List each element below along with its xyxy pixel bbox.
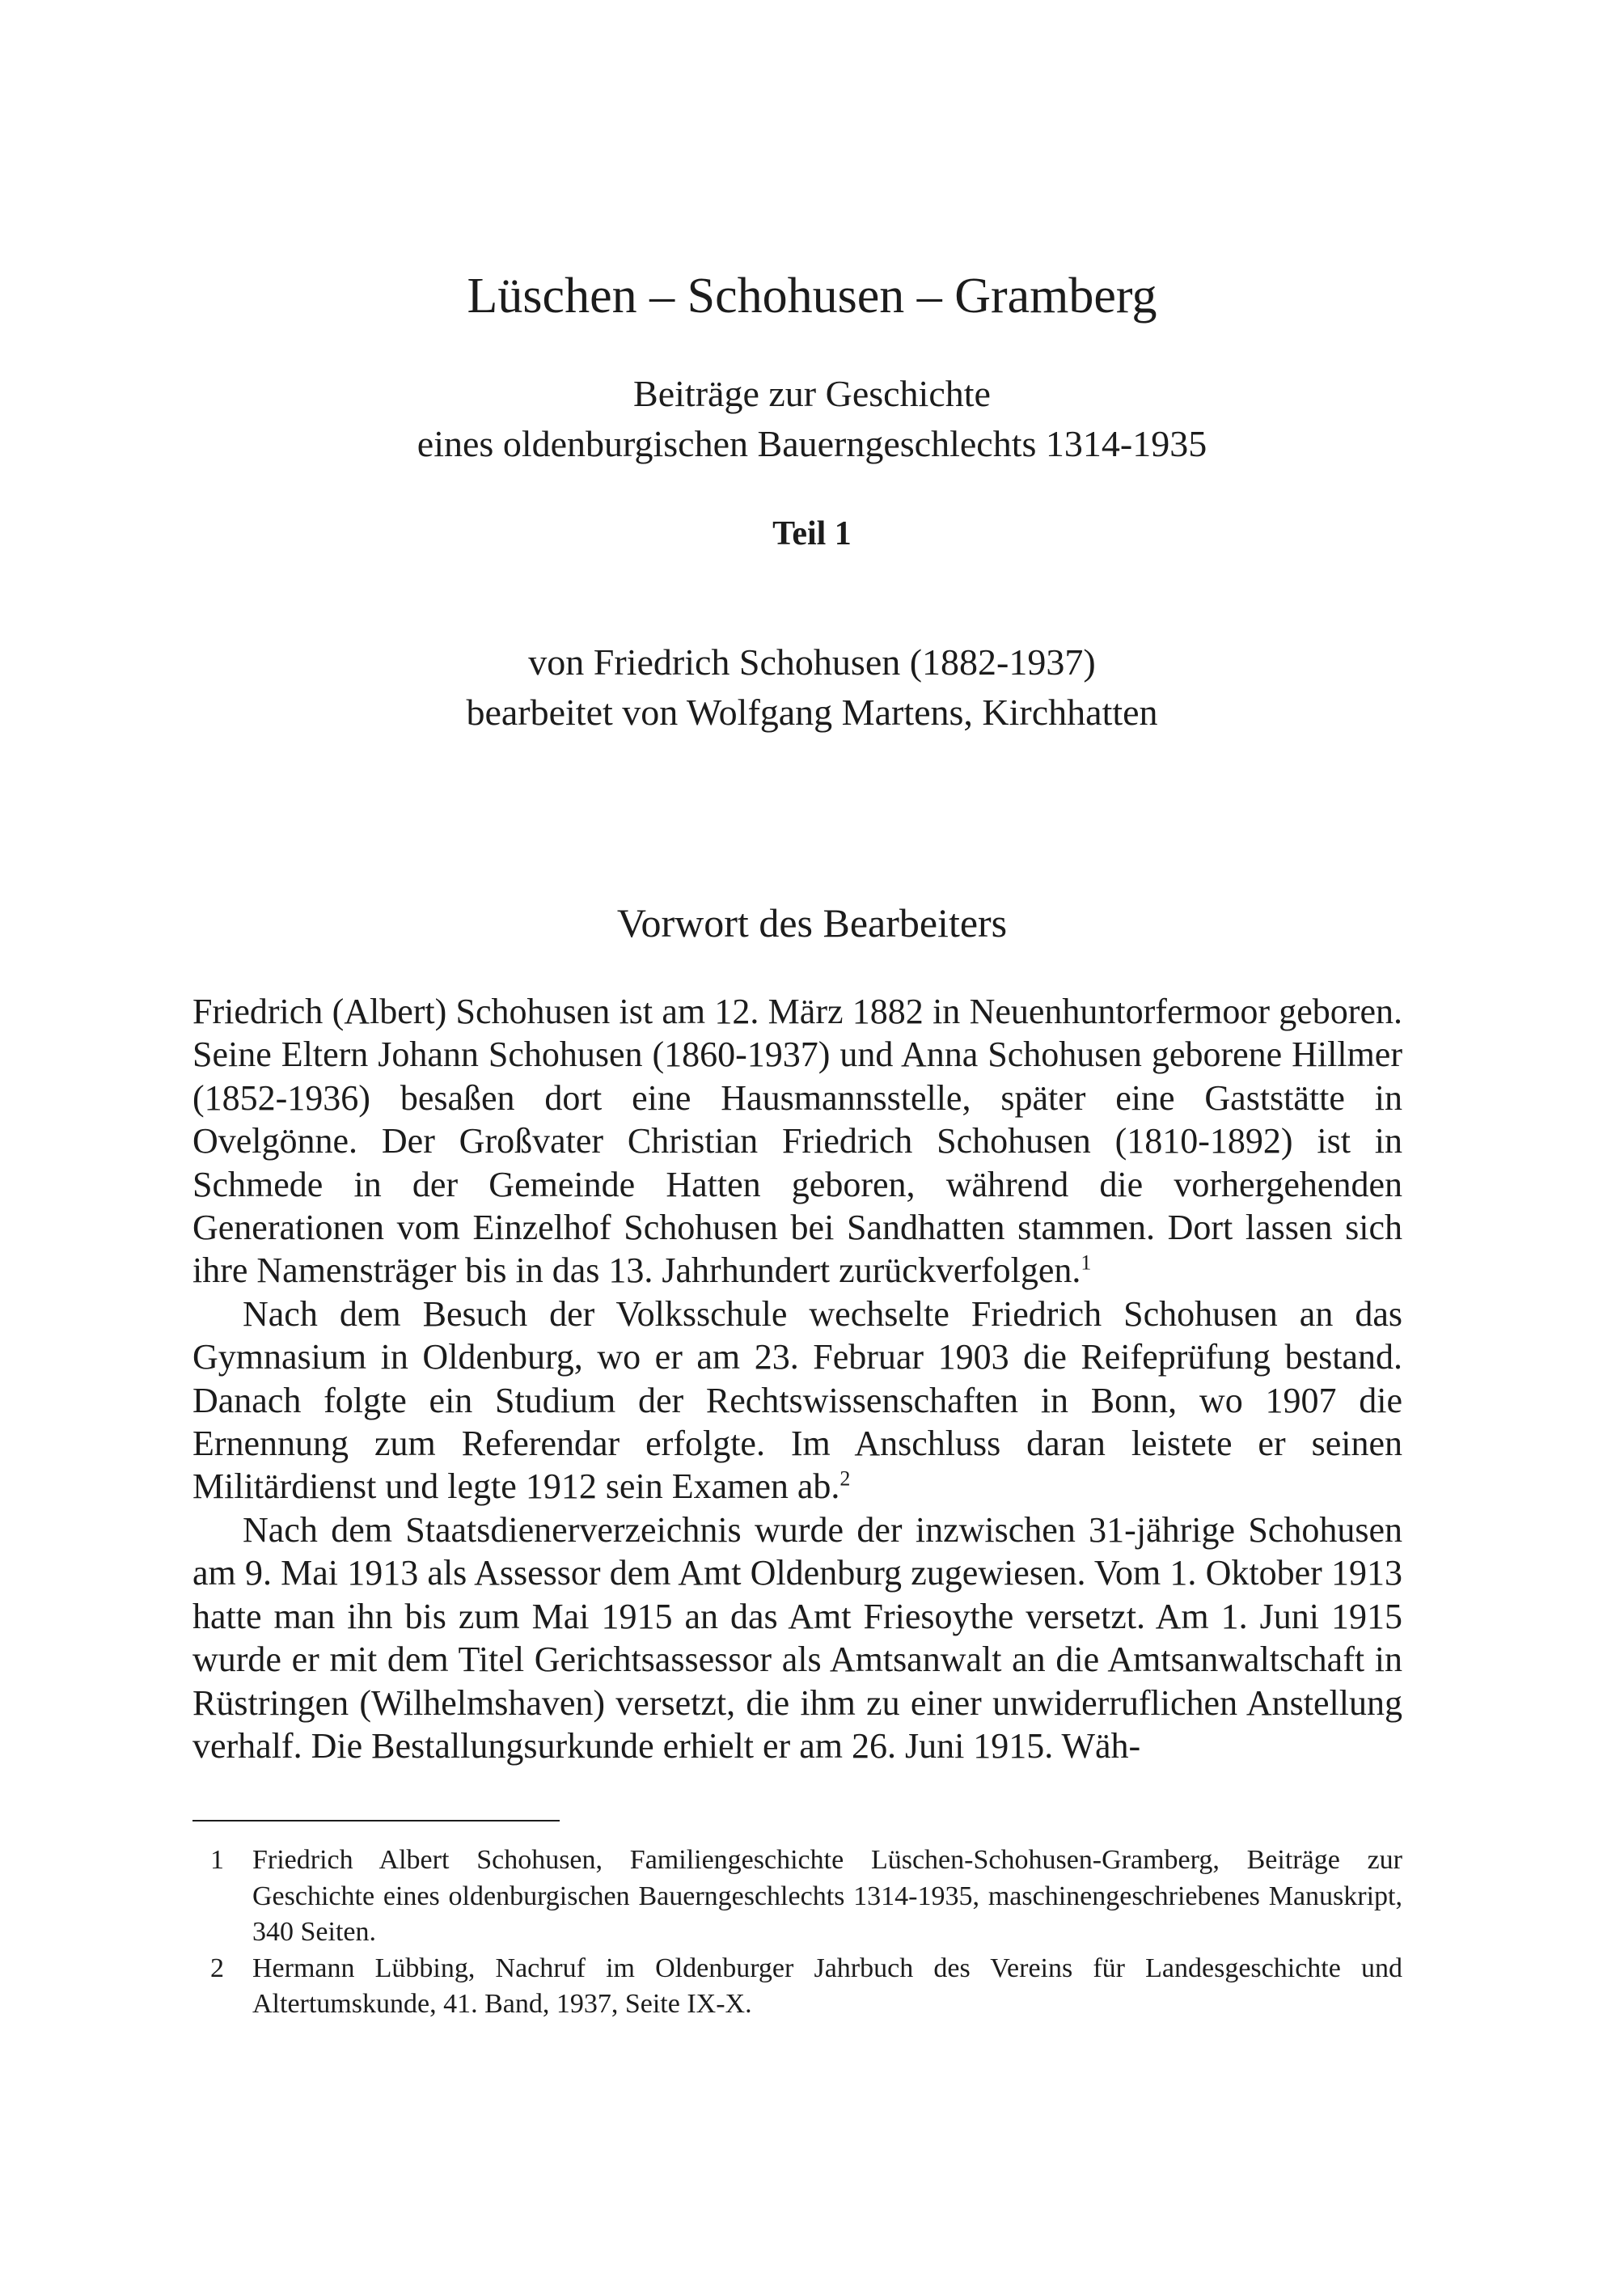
- paragraph-2: [192, 1293, 1402, 1508]
- footnote-ref-1: 1: [1081, 1250, 1092, 1275]
- document-title: Lüschen – Schohusen – Gramberg: [467, 269, 1157, 324]
- footnote-separator: [192, 1820, 560, 1821]
- footnote-number: 2: [210, 1953, 224, 1983]
- footnote-1: [210, 1843, 1402, 1951]
- author-byline: [0, 637, 1624, 738]
- editor-line: bearbeitet von Wolfgang Martens, Kirchhatten: [466, 692, 1158, 733]
- part-label: Teil 1: [772, 515, 852, 552]
- author-line: von Friedrich Schohusen (1882-1937): [528, 641, 1096, 683]
- footnote-ref-2: 2: [839, 1466, 851, 1491]
- footnote-text: Hermann Lübbing, Nachruf im Oldenburger Jahrbuch des Vereins für Landesgeschichte und Altertumskunde, 41. Band, 1937, Seite IX-X.: [252, 1953, 1402, 2019]
- paragraph-1: [192, 990, 1402, 1293]
- paragraph-3-text: Nach dem Staatsdienerverzeichnis wurde der inzwischen 31-jährige Schohusen am 9. Mai 1913 als Assessor dem Amt Oldenburg zugewiesen. Vom 1. Oktober 1913 hatte man ihn bis zum Mai 1915 an das Amt Friesoythe versetzt. Am 1. Juni 1915 wurde er mit dem Titel Gerichtsassessor als Amtsanwalt an die Amtsanwaltschaft in Rüstringen (Wilhelmshaven) versetzt, die ihm zu einer unwiderruflichen Anstellung verhalf. Die Bestallungsurkunde erhielt er am 26. Juni 1915. Wäh-: [192, 1509, 1402, 1766]
- section-heading: Vorwort des Bearbeiters: [616, 900, 1008, 946]
- body-text: [192, 990, 1402, 1767]
- paragraph-2-text: Nach dem Besuch der Volksschule wechselte Friedrich Schohusen an das Gymnasium in Oldenburg, wo er am 23. Februar 1903 die Reifeprüfung bestand. Danach folgte ein Studium der Rechtswissenschaften in Bonn, wo 1907 die Ernennung zum Referendar erfolgte. Im Anschluss daran leistete er seinen Militärdienst und legte 1912 sein Examen ab.: [192, 1293, 1402, 1507]
- document-subtitle: [0, 369, 1624, 469]
- subtitle-line-2: eines oldenburgischen Bauerngeschlechts 1314-1935: [417, 423, 1207, 464]
- paragraph-1-text: Friedrich (Albert) Schohusen ist am 12. März 1882 in Neuenhuntorfermoor geboren. Seine Eltern Johann Schohusen (1860-1937) und Anna Schohusen geborene Hillmer (1852-1936) besaßen dort eine Hausmannsstelle, später eine Gaststätte in Ovelgönne. Der Großvater Christian Friedrich Schohusen (1810-1892) ist in Schmede in der Gemeinde Hatten geboren, während die vorhergehenden Generationen vom Einzelhof Schohusen bei Sandhatten stammen. Dort lassen sich ihre Namensträger bis in das 13. Jahrhundert zurückverfolgen.: [192, 992, 1402, 1291]
- subtitle-line-1: Beiträge zur Geschichte: [633, 373, 991, 414]
- footnote-text: Friedrich Albert Schohusen, Familiengeschichte Lüschen-Schohusen-Gramberg, Beiträge zur Geschichte eines oldenburgischen Bauerngeschlechts 1314-1935, maschinengeschriebenes Manuskript, 340 Seiten.: [252, 1845, 1402, 1947]
- footnotes: [210, 1843, 1402, 2023]
- footnote-number: 1: [210, 1845, 224, 1875]
- paragraph-3: [192, 1508, 1402, 1767]
- footnote-2: [210, 1951, 1402, 2023]
